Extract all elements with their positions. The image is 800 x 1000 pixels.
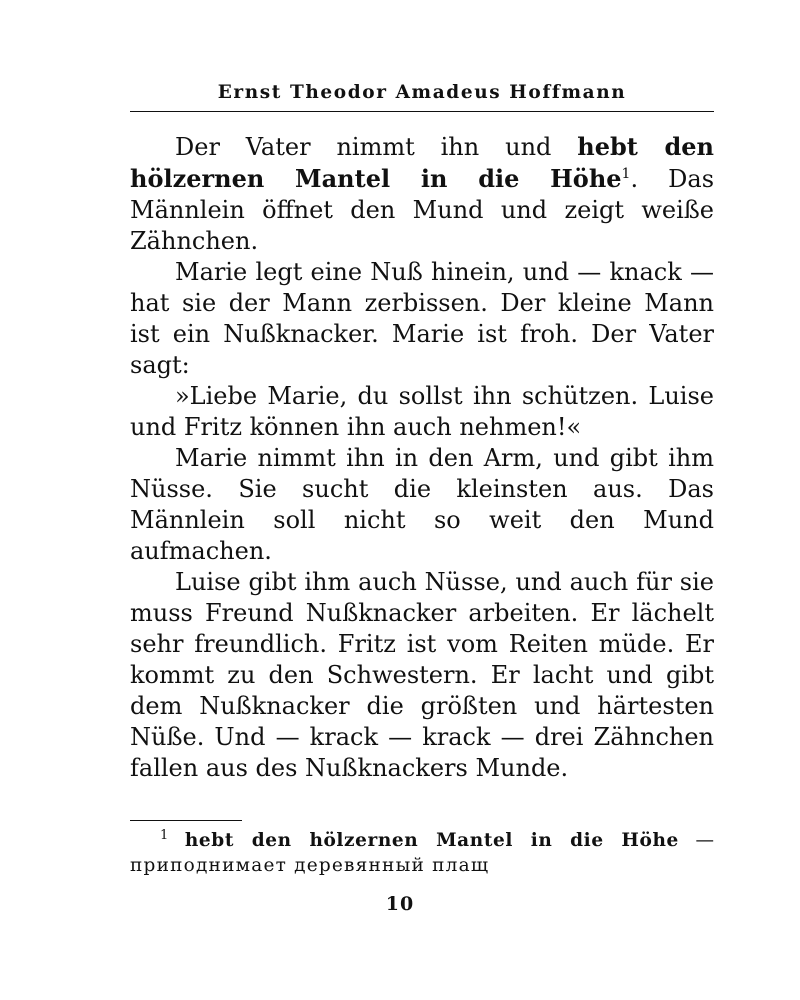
paragraph-3-quote: »Liebe Marie, du sollst ihn schützen. Luise und Fritz können ihn auch nehmen!« [130,382,714,441]
footnote [130,828,714,878]
footnote-reference[interactable]: 1 [621,166,631,182]
footnote-marker: 1 [160,827,169,843]
body-text [130,131,714,784]
paragraph-1-start: Der Vater nimmt ihn und [175,133,578,161]
paragraph-5: Luise gibt ihm auch Nüsse, und auch für sie muss Freund Nußknacker arbeiten. Er lächelt sehr freundlich. Fritz ist vom Reiten müde. Er kommt zu den Schwestern. Er lacht und gibt dem Nußknacker die größten und härtesten Nüße. Und — krack — krack — drei Zähnchen fallen aus des Nußknackers Munde. [130,568,714,782]
running-head: Ernst Theodor Amadeus Hoffmann [217,82,627,103]
footnote-rule [130,820,242,821]
footnote-term: hebt den hölzernen Mantel in die Höhe [184,830,679,851]
paragraph-1-end: . Das Männlein öffnet den Mund und zeigt weiße Zähnchen. [130,165,715,255]
footnote-translation: приподнимает деревянный плащ [130,855,490,876]
paragraph-4: Marie nimmt ihn in den Arm, und gibt ihm Nüsse. Sie sucht die kleinsten aus. Das Männlein soll nicht so weit den Mund aufmachen. [130,444,714,565]
footnote-text [130,828,714,878]
footnote-separator: — [678,830,714,851]
footnoted-phrase: hebt den hölzernen Mantel in die Höhe [130,132,714,193]
paragraph-2: Marie legt eine Nuß hinein, und — knack — hat sie der Mann zerbissen. Der kleine Mann ist ein Nußknacker. Marie ist froh. Der Vater sagt: [130,258,714,379]
page-number: 10 [385,893,415,915]
paragraph-1 [130,131,714,257]
header-rule [130,111,714,112]
